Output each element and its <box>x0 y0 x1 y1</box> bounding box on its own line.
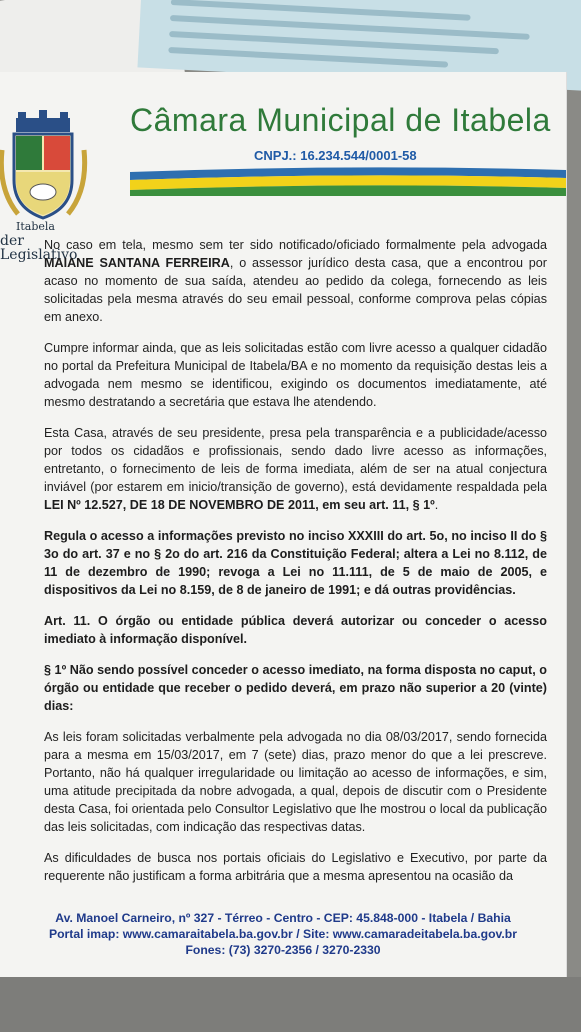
table-surface <box>0 977 581 1032</box>
letter-page <box>0 72 567 977</box>
footer-address: Av. Manoel Carneiro, nº 327 - Térreo - Centro - CEP: 45.848-000 - Itabela / Bahia <box>55 911 511 925</box>
letter-body <box>44 236 547 898</box>
header-color-band <box>130 166 566 196</box>
paragraph-7: As leis foram solicitadas verbalmente pela advogada no dia 08/03/2017, sendo fornecida para a mesma em 15/03/2017, em 7 (sete) dias, prazo menor do que a lei prescreve. Portanto, não há qualquer irregularidade ou limitação ao acesso de informações, e sim, uma atitude precipitada da nobre advogada, a qual, depois de discutir com o Presidente desta Casa, foi orientada pelo Consultor Legislativo que lhe mostrou o local da publicação das leis solicitadas, com indicação das respectivas datas. <box>44 730 547 834</box>
law-summary: Regula o acesso a informações previsto no inciso XXXIII do art. 5o, no inciso II do § 3o do art. 37 e no § 2o do art. 216 da Constituição Federal; altera a Lei no 8.112, de 11 de dezembro de 1990; revoga a Lei no 11.111, de 5 de maio de 2005, e dispositivos da Lei no 8.159, de 8 de janeiro de 1991; e dá outras providências. <box>44 529 547 597</box>
law-reference: LEI Nº 12.527, DE 18 DE NOVEMBRO DE 2011, em seu art. 11, § 1º <box>44 498 435 512</box>
article-11: Art. 11. O órgão ou entidade pública deverá autorizar ou conceder o acesso imediato à informação disponível. <box>44 614 547 646</box>
paragraph-8: As dificuldades de busca nos portais oficiais do Legislativo e Executivo, por parte da requerente não justificam a forma arbitrária que a mesma apresentou na ocasião da <box>44 851 547 883</box>
crest-caption-power: der Legislativo <box>0 233 78 263</box>
paragraph-3: Esta Casa, através de seu presidente, presa pela transparência e a publicidade/acesso por todos os cidadãos e profissionais, sendo dado livre acesso as informações, entretanto, o fornecimento de leis de forma imediata, além de ser na atual conjectura inviável (por estarem em inicio/transição de governo), está devidamente respaldada pela LEI Nº 12.527, DE 18 DE NOVEMBRO DE 2011, em seu art. 11, § 1º. <box>44 426 547 512</box>
crest-caption-city: Itabela <box>16 220 55 233</box>
page-title: Câmara Municipal de Itabela <box>130 102 551 138</box>
footer-phones: Fones: (73) 3270-2356 / 3270-2330 <box>185 943 381 957</box>
paragraph-1: No caso em tela, mesmo sem ter sido notificado/oficiado formalmente pela advogada MAIANE SANTANA FERREIRA, o assessor jurídico desta casa, que a encontrou por acaso no momento de sua saída, atendeu ao pedido da colega, fornecendo as leis solicitadas pela mesma através do seu email pessoal, conforme comprova pelas cópias em anexo. <box>44 238 547 324</box>
cnpj-number: CNPJ.: 16.234.544/0001-58 <box>254 148 417 163</box>
article-11-paragraph-1: § 1º Não sendo possível conceder o acesso imediato, na forma disposta no caput, o órgão ou entidade que receber o pedido deverá, em prazo não superior a 20 (vinte) dias: <box>44 663 547 713</box>
municipal-crest-logo <box>0 110 90 230</box>
footer-websites: Portal imap: www.camaraitabela.ba.gov.br / Site: www.camaradeitabela.ba.gov.br <box>48 927 517 941</box>
paragraph-2: Cumpre informar ainda, que as leis solicitadas estão com livre acesso a qualquer cidadão no portal da Prefeitura Municipal de Itabela/BA e no momento da requisição destas leis a advogada nem mesmo se identificou, exigindo os documentos imediatamente, até mesmo destratando a secretária que estava lhe atendendo. <box>44 341 547 409</box>
attorney-name: MAIANE SANTANA FERREIRA <box>44 256 230 270</box>
letterhead-footer <box>0 910 566 958</box>
